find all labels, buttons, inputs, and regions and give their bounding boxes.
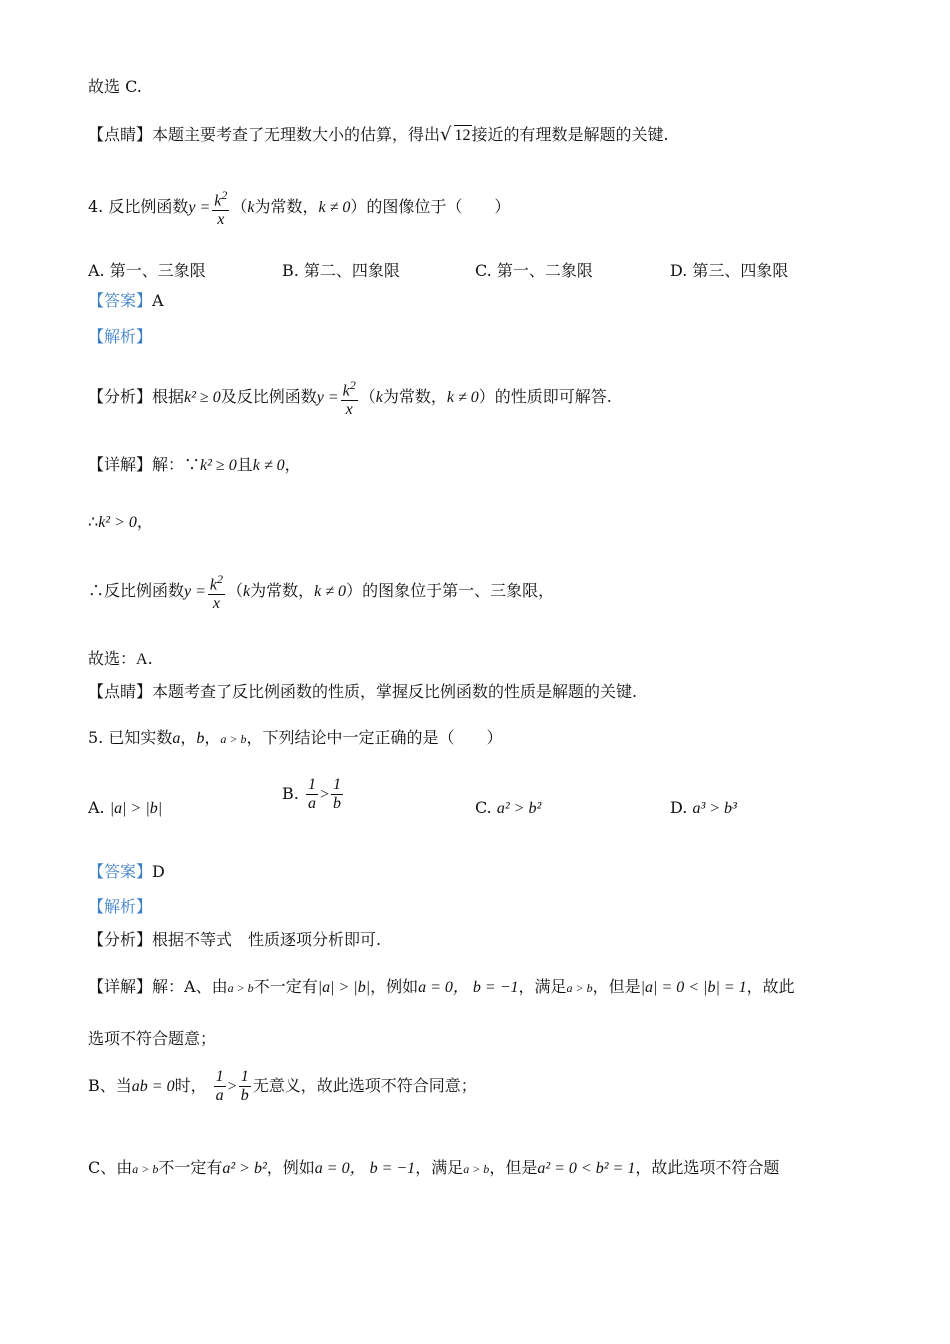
- detail-5a: 【详解】解：A、由a > b不一定有|a| > |b|，例如a = 0， b = −1，满足a > b，但是|a| = 0 < |b| = 1，故此: [88, 977, 795, 996]
- analysis-heading-4: 【解析】: [88, 327, 153, 346]
- analysis-4: 【分析】根据k² ≥ 0及反比例函数y = $\frac{k^2}{x}$ （k为常数，k ≠ 0）的性质即可解答.: [88, 378, 612, 419]
- answer-5: 【答案】D: [88, 862, 165, 881]
- detail-5a-cont: 选项不符合题意；: [88, 1029, 217, 1048]
- conclusion-4: 故选：A.: [88, 649, 153, 668]
- q5-option-a: A. |a| > |b|: [88, 798, 163, 817]
- q5-option-d: D. a³ > b³: [670, 798, 737, 817]
- q4-option-b: B. 第二、四象限: [282, 261, 400, 280]
- analysis-heading-5: 【解析】: [88, 897, 153, 916]
- q4-option-d: D. 第三、四象限: [670, 261, 789, 280]
- therefore-1: ∴k² > 0，: [88, 512, 153, 531]
- q5-option-b: B. $\frac{1}{a}$ > $\frac{1}{b}$: [282, 776, 341, 812]
- answer-4: 【答案】A: [88, 291, 164, 310]
- detail-5b: B、当ab = 0时， $\frac{1}{a}$ > $\frac{1}{b}$ 无意义，故此选项不符合同意；: [88, 1068, 477, 1104]
- question-4: 4. 反比例函数y = $\frac{k^2}{x}$ （k为常数，k ≠ 0）的图像位于（ ）: [88, 188, 511, 229]
- detail-5c: C、由a > b不一定有a² > b²，例如a = 0， b = −1，满足a > b，但是a² = 0 < b² = 1，故此选项不符合题: [88, 1158, 780, 1177]
- q5-option-c: C. a² > b²: [475, 798, 542, 817]
- q4-option-c: C. 第一、二象限: [475, 261, 593, 280]
- question-5: 5. 已知实数a，b，a > b，下列结论中一定正确的是（ ）: [88, 728, 503, 747]
- therefore-2: ∴反比例函数y = $\frac{k^2}{x}$ （k为常数，k ≠ 0）的图象位于第一、三象限，: [88, 572, 555, 613]
- analysis-5: 【分析】根据不等式 性质逐项分析即可.: [88, 930, 382, 949]
- detail-4: 【详解】解：∵k² ≥ 0且k ≠ 0，: [88, 455, 301, 474]
- conclusion-line-3: 故选 C.: [88, 77, 142, 96]
- comment-4: 【点睛】本题考查了反比例函数的性质，掌握反比例函数的性质是解题的关键.: [88, 682, 638, 701]
- comment-line-3: 【点睛】本题主要考查了无理数大小的估算，得出√ 12接近的有理数是解题的关键.: [88, 124, 669, 145]
- q4-option-a: A. 第一、三象限: [88, 261, 206, 280]
